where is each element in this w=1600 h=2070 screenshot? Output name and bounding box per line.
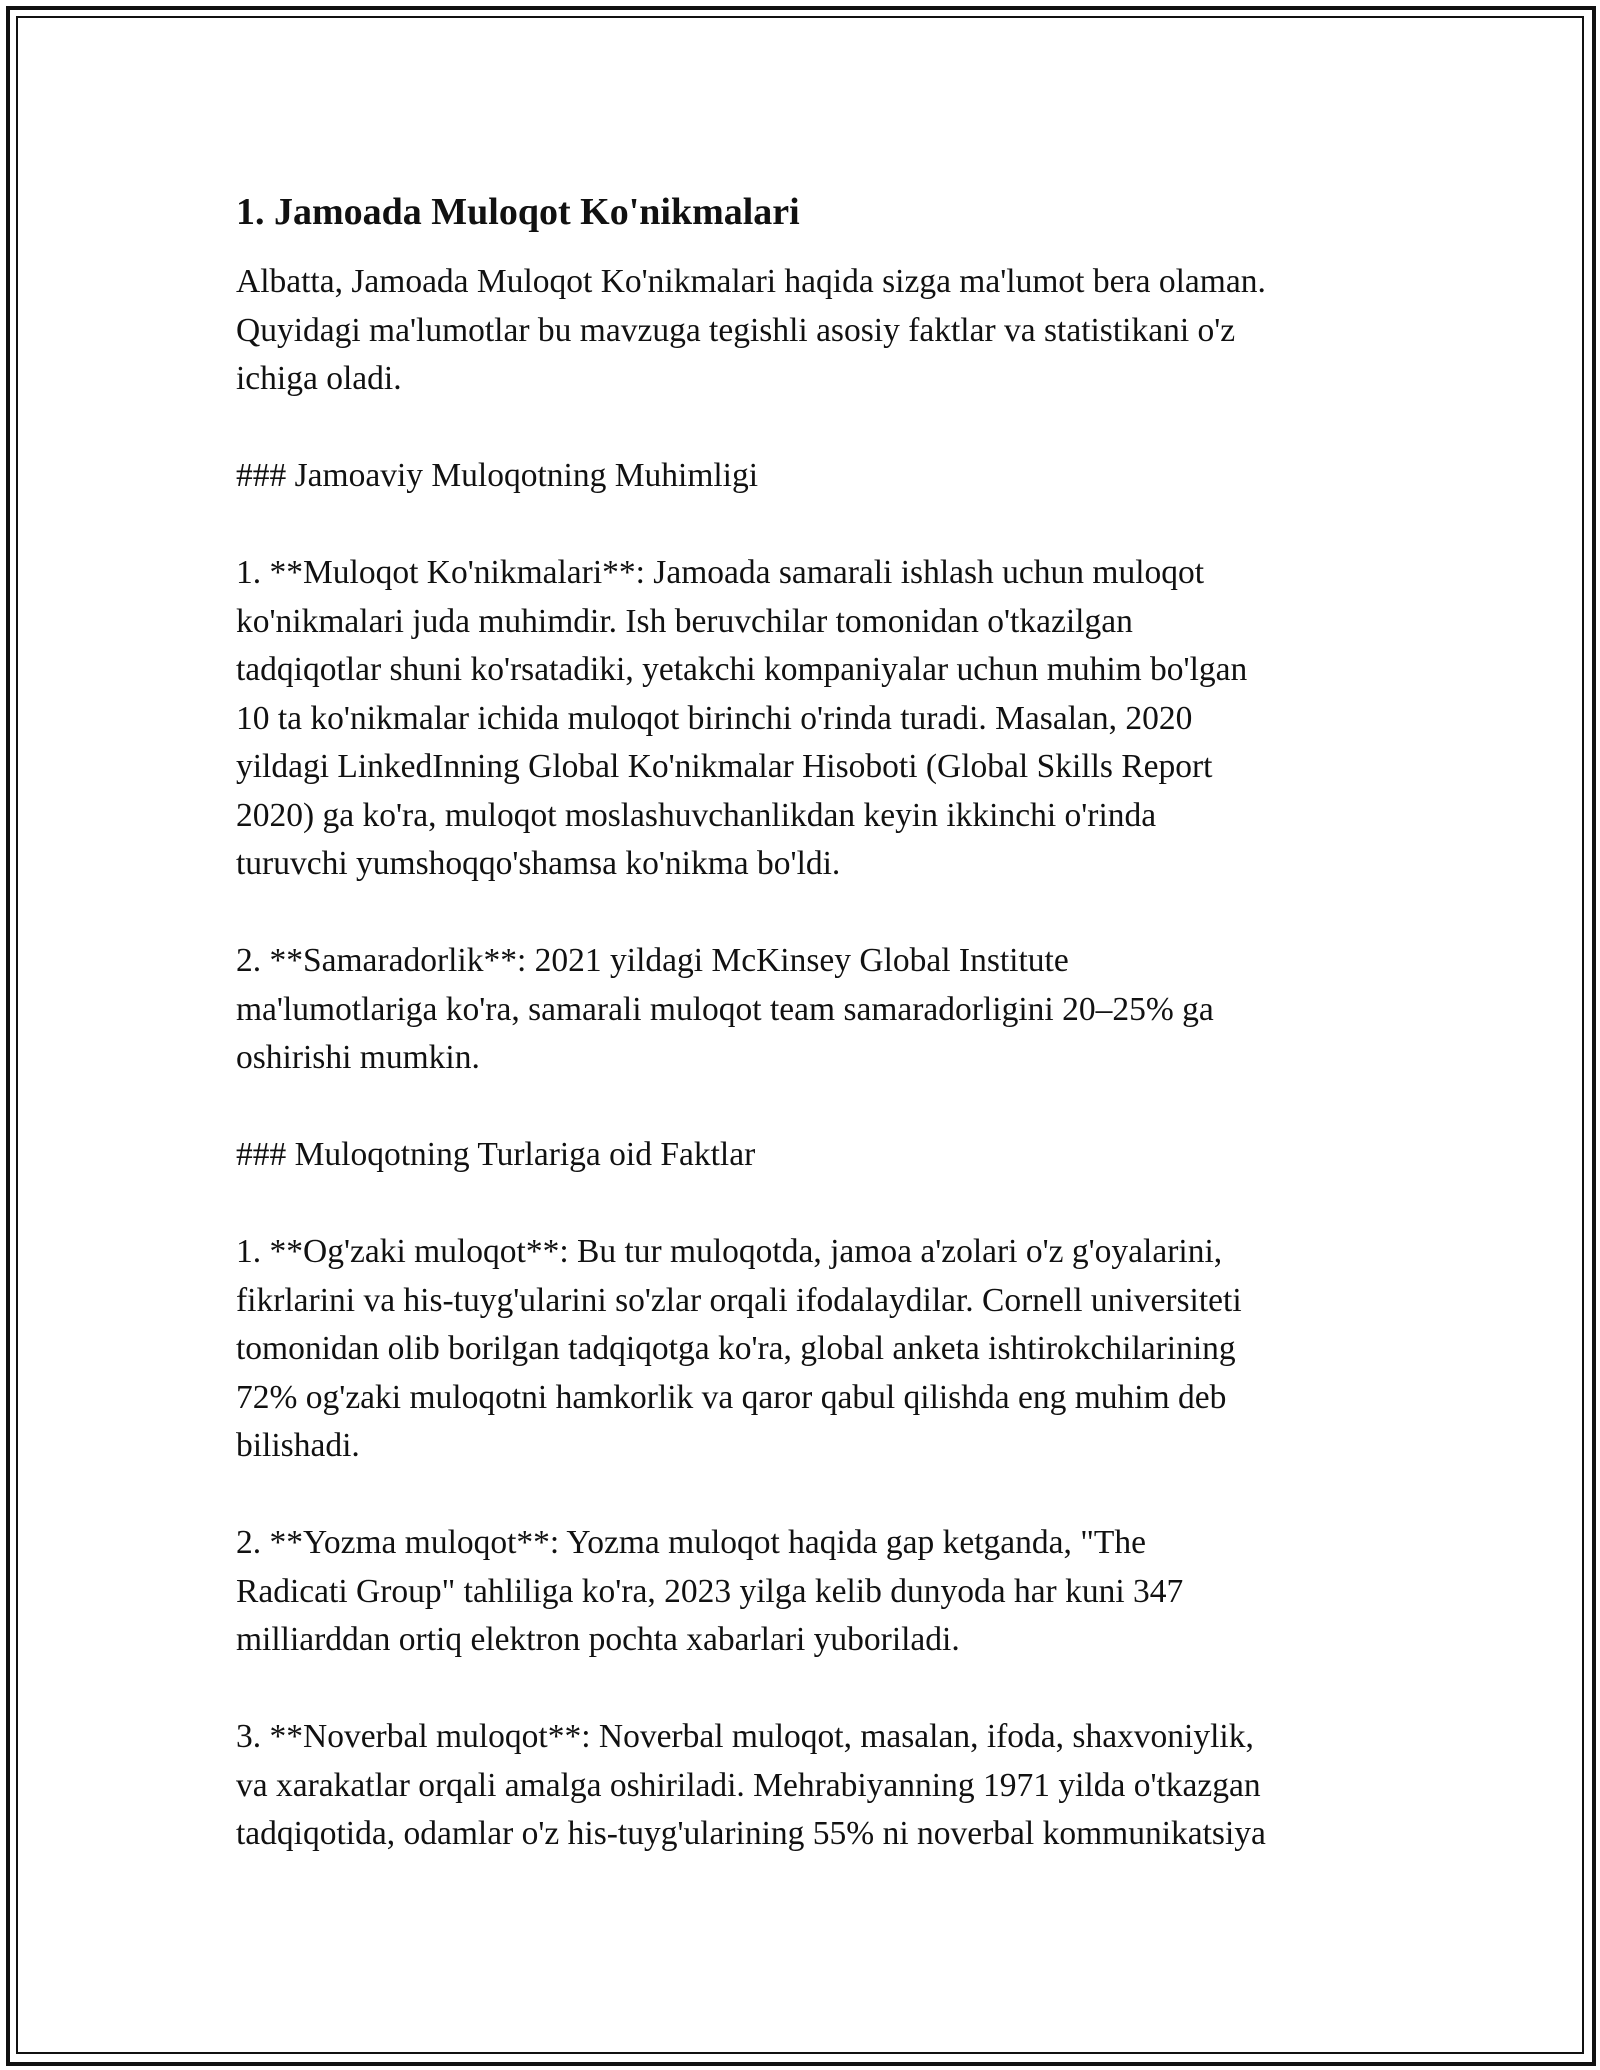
text-line: 2. **Samaradorlik**: 2021 yildagi McKinsey Global Institute <box>236 942 1069 979</box>
document-title: 1. Jamoada Muloqot Ko'nikmalari <box>236 191 800 233</box>
paragraph-productivity <box>236 937 1376 1083</box>
text-line: bilishadi. <box>236 1427 360 1464</box>
text-line: ma'lumotlariga ko'ra, samarali muloqot team samaradorligini 20–25% ga <box>236 990 1214 1028</box>
text-line: ko'nikmalari juda muhimdir. Ish beruvchilar tomonidan o'tkazilgan <box>236 602 1133 640</box>
text-line: tadqiqotlar shuni ko'rsatadiki, yetakchi kompaniyalar uchun muhim bo'lgan <box>236 651 1248 688</box>
text-line: 1. **Og'zaki muloqot**: Bu tur muloqotda, jamoa a'zolari o'z g'oyalarini, <box>236 1233 1223 1270</box>
paragraph-verbal <box>236 1228 1376 1471</box>
text-line: Albatta, Jamoada Muloqot Ko'nikmalari haqida sizga ma'lumot bera olaman. <box>236 263 1266 300</box>
text-line: ### Jamoaviy Muloqotning Muhimligi <box>236 457 759 494</box>
text-line: ### Muloqotning Turlariga oid Faktlar <box>236 1136 756 1173</box>
text-line: 10 ta ko'nikmalar ichida muloqot birinchi o'rinda turadi. Masalan, 2020 <box>236 699 1193 737</box>
text-line: 1. **Muloqot Ko'nikmalari**: Jamoada samarali ishlash uchun muloqot <box>236 554 1205 591</box>
section-heading-importance <box>236 452 1376 501</box>
text-line: Quyidagi ma'lumotlar bu mavzuga tegishli asosiy faktlar va statistikani o'z <box>236 311 1236 349</box>
text-line: turuvchi yumshoqqo'shamsa ko'nikma bo'ldi. <box>236 845 841 882</box>
text-line: oshirishi mumkin. <box>236 1039 480 1076</box>
text-line: yildagi LinkedInning Global Ko'nikmalar Hisoboti (Global Skills Report <box>236 748 1213 785</box>
document-body <box>236 186 1376 1907</box>
text-line: ichiga oladi. <box>236 360 402 397</box>
text-line: tadqiqotida, odamlar o'z his-tuyg'ularining 55% ni noverbal kommunikatsiya <box>236 1815 1266 1852</box>
text-line: fikrlarini va his-tuyg'ularini so'zlar orqali ifodalaydilar. Cornell universiteti <box>236 1281 1242 1319</box>
paragraph-written <box>236 1519 1376 1665</box>
text-line: va xarakatlar orqali amalga oshiriladi. Mehrabiyanning 1971 yilda o'tkazgan <box>236 1766 1261 1804</box>
text-line: milliarddan ortiq elektron pochta xabarlari yuboriladi. <box>236 1621 960 1658</box>
paragraph-intro <box>236 258 1376 404</box>
paragraph-nonverbal <box>236 1713 1376 1859</box>
text-line: 2020) ga ko'ra, muloqot moslashuvchanlikdan keyin ikkinchi o'rinda <box>236 796 1157 834</box>
text-line: 72% og'zaki muloqotni hamkorlik va qaror qabul qilishda eng muhim deb <box>236 1378 1227 1416</box>
text-line: 2. **Yozma muloqot**: Yozma muloqot haqida gap ketganda, "The <box>236 1524 1147 1561</box>
section-heading-types <box>236 1131 1376 1180</box>
text-line: 3. **Noverbal muloqot**: Noverbal muloqot, masalan, ifoda, shaxvoniylik, <box>236 1718 1254 1755</box>
paragraph-communication-skills <box>236 549 1376 889</box>
text-line: tomonidan olib borilgan tadqiqotga ko'ra, global anketa ishtirokchilarining <box>236 1330 1236 1367</box>
text-line: Radicati Group" tahliliga ko'ra, 2023 yilga kelib dunyoda har kuni 347 <box>236 1572 1184 1610</box>
